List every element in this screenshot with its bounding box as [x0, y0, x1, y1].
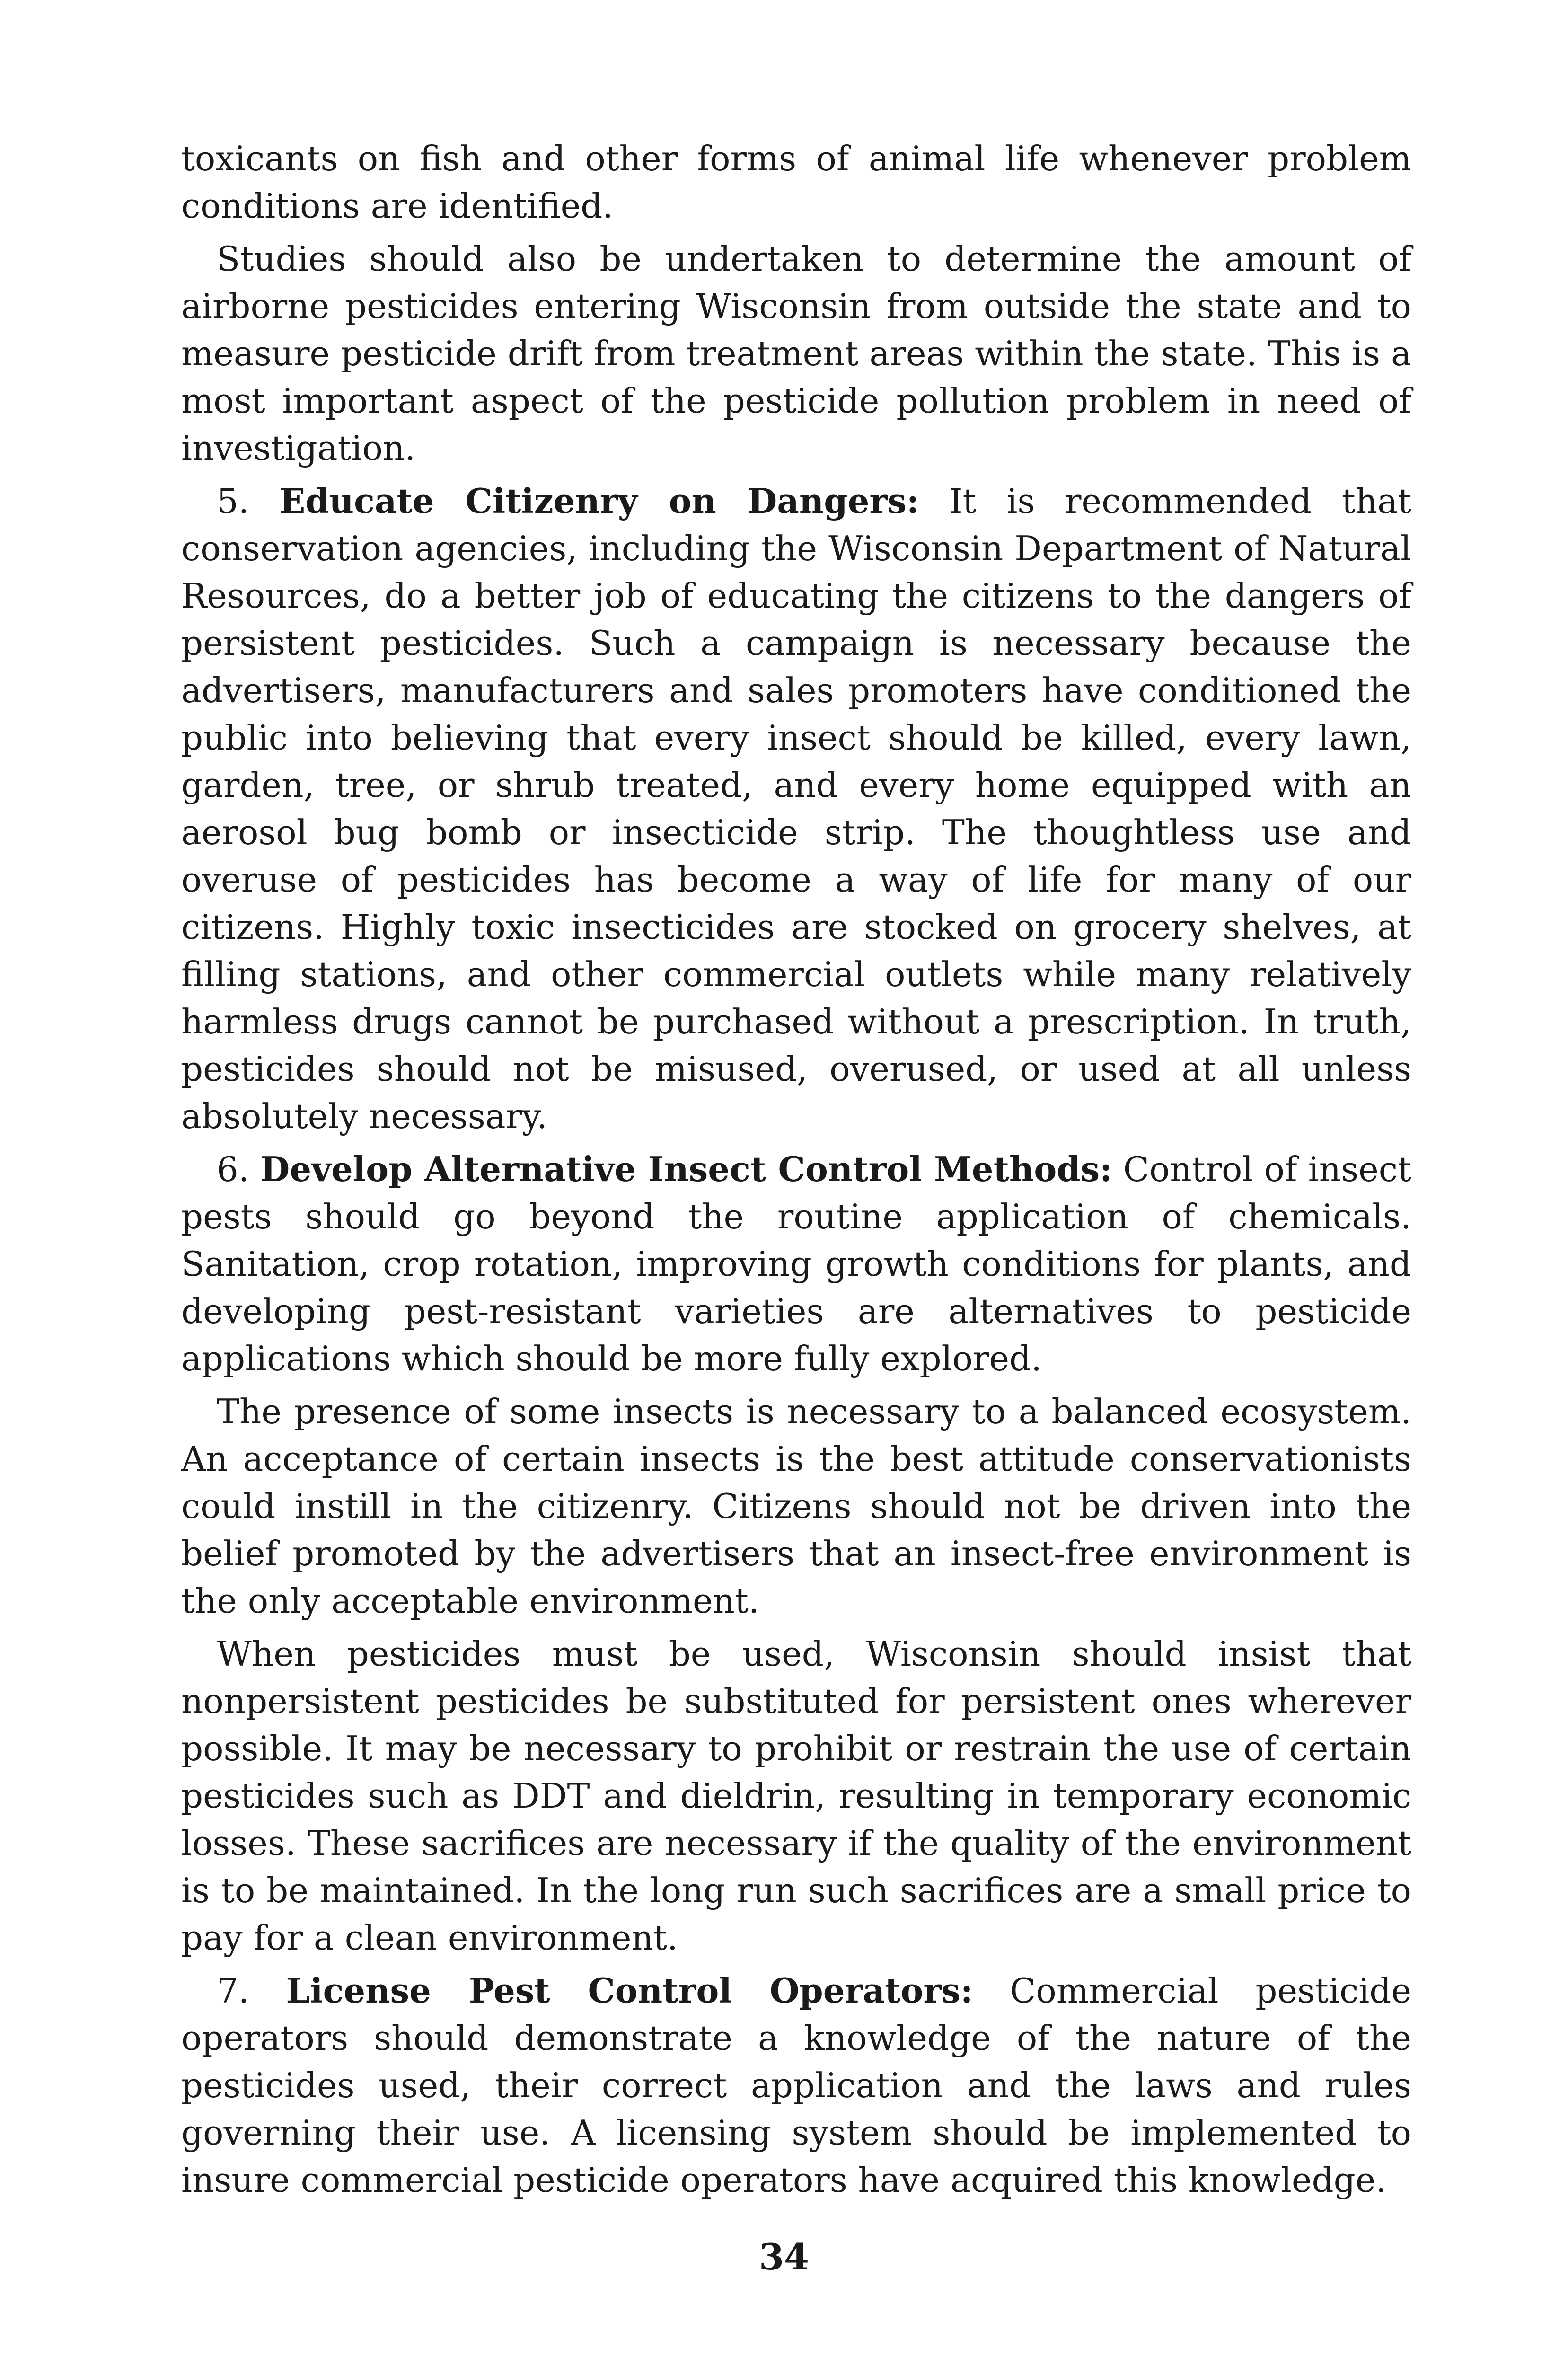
paragraph-text: toxicants on fish and other forms of animal life whenever problem conditions are identified.	[181, 139, 1411, 226]
item-number: 5.	[217, 481, 249, 521]
paragraph-airborne-studies	[181, 235, 1411, 472]
paragraph-recommendation-5	[181, 477, 1411, 1140]
paragraph-text: Control of insect pests should go beyond the routine application of chemicals. Sanitation, crop rotation, improving growth conditions for plants, and developing pest-resistant varieties are alternatives to pesticide applications which should be more fully explored.	[181, 1149, 1411, 1378]
paragraph-recommendation-7	[181, 1967, 1411, 2204]
item-heading: License Pest Control Operators:	[286, 1970, 973, 2011]
paragraph-text: When pesticides must be used, Wisconsin should insist that nonpersistent pesticides be substituted for persistent ones wherever possible. It may be necessary to prohibit or restrain the use of certain pesticides such as DDT and dieldrin, resulting in temporary economic losses. These sacrifices are necessary if the quality of the environment is to be maintained. In the long run such sacrifices are a small price to pay for a clean environment.	[181, 1634, 1411, 1958]
page-body	[181, 135, 1411, 2204]
page-number: 34	[759, 2236, 809, 2278]
paragraph-recommendation-6	[181, 1146, 1411, 1382]
paragraph-text: Commercial pesticide operators should demonstrate a knowledge of the nature of the pesticides used, their correct application and the laws and rules governing their use. A licensing system should be implemented to insure commercial pesticide operators have acquired this knowledge.	[181, 1971, 1412, 2200]
item-heading: Educate Citizenry on Dangers:	[279, 481, 919, 521]
item-heading: Develop Alternative Insect Control Methods:	[260, 1149, 1112, 1189]
paragraph-continuation	[181, 135, 1411, 230]
paragraph-text: It is recommended that conservation agencies, including the Wisconsin Department of Natural Resources, do a better job of educating the citizens to the dangers of persistent pesticides. Such a campaign is necessary because the advertisers, manufacturers and sales promoters have conditioned the public into believing that every insect should be killed, every lawn, garden, tree, or shrub treated, and every home equipped with an aerosol bug bomb or insecticide strip. The thoughtless use and overuse of pesticides has become a way of life for many of our citizens. Highly toxic insecticides are stocked on grocery shelves, at filling stations, and other commercial outlets while many relatively harmless drugs cannot be purchased without a prescription. In truth, pesticides should not be misused, overused, or used at all unless absolutely necessary.	[181, 481, 1411, 1136]
item-number: 6.	[217, 1149, 249, 1189]
paragraph-insects-ecosystem	[181, 1388, 1411, 1624]
paragraph-text: The presence of some insects is necessary to a balanced ecosystem. An acceptance of certain insects is the best attitude conservationists could instill in the citizenry. Citizens should not be driven into the belief promoted by the advertisers that an insect-free environment is the only acceptable environment.	[181, 1392, 1411, 1621]
paragraph-text: Studies should also be undertaken to determine the amount of airborne pesticides entering Wisconsin from outside the state and to measure pesticide drift from treatment areas within the state. This is a most important aspect of the pesticide pollution problem in need of investigation.	[181, 239, 1411, 468]
item-number: 7.	[217, 1971, 249, 2011]
paragraph-nonpersistent	[181, 1630, 1411, 1961]
